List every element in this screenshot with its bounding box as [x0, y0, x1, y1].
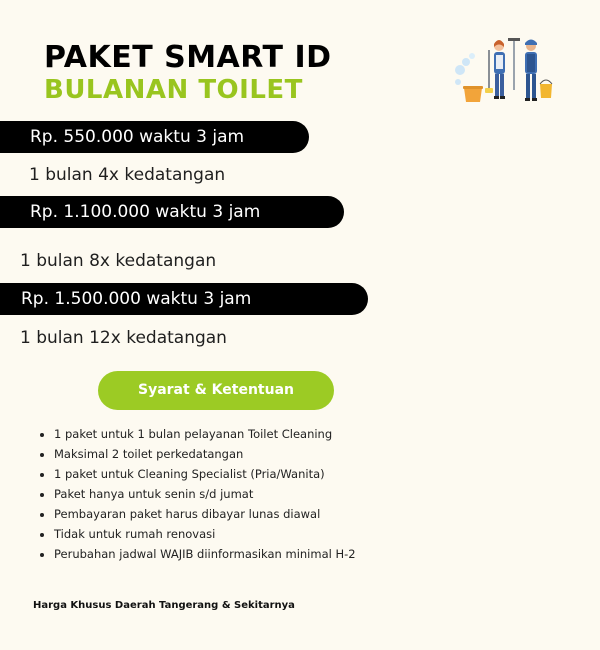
- package-visits-1: 1 bulan 4x kedatangan: [29, 165, 226, 185]
- terms-button[interactable]: Syarat & Ketentuan: [98, 371, 334, 410]
- list-item: • Paket hanya untuk senin s/d jumat: [54, 484, 356, 504]
- cleaning-crew-icon: [452, 32, 556, 112]
- page-title: PAKET SMART ID: [44, 40, 332, 75]
- package-visits-3: 1 bulan 12x kedatangan: [20, 328, 227, 348]
- list-item: • 1 paket untuk Cleaning Specialist (Pria/Wanita): [54, 464, 356, 484]
- list-item: • Perubahan jadwal WAJIB diinformasikan minimal H-2: [54, 544, 356, 564]
- list-item: • Pembayaran paket harus dibayar lunas diawal: [54, 504, 356, 524]
- package-visits-2: 1 bulan 8x kedatangan: [20, 251, 217, 271]
- package-price-3: Rp. 1.500.000 waktu 3 jam: [0, 283, 368, 315]
- list-item: • Maksimal 2 toilet perkedatangan: [54, 444, 356, 464]
- footer-note: Harga Khusus Daerah Tangerang & Sekitarnya: [33, 600, 295, 611]
- package-price-2: Rp. 1.100.000 waktu 3 jam: [0, 196, 344, 228]
- list-item: • 1 paket untuk 1 bulan pelayanan Toilet Cleaning: [54, 424, 356, 444]
- list-item: • Tidak untuk rumah renovasi: [54, 524, 356, 544]
- page-subtitle: BULANAN TOILET: [44, 75, 303, 105]
- terms-list: [35, 424, 356, 564]
- package-price-1: Rp. 550.000 waktu 3 jam: [0, 121, 309, 153]
